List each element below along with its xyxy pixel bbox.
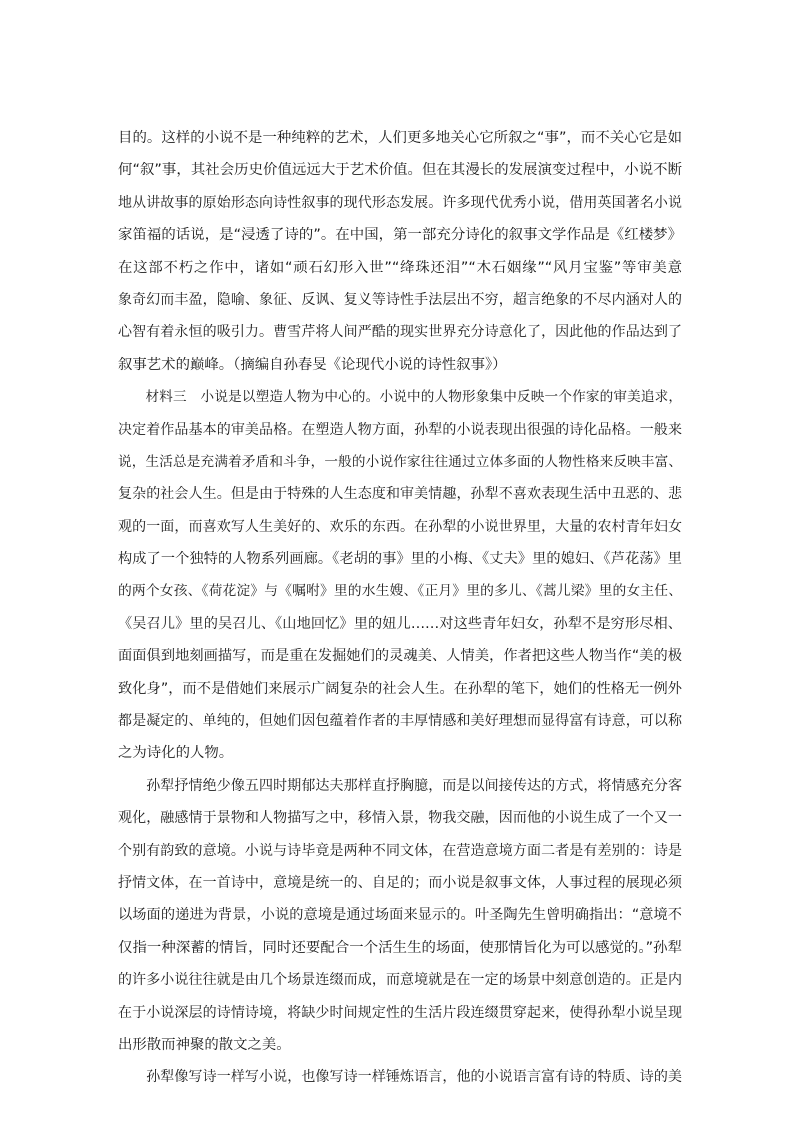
text-line: 叙事艺术的巅峰。（摘编自孙春旻《论现代小说的诗性叙事》） — [118, 356, 507, 373]
text-line: 致化身”，而不是借她们来展示广阔复杂的社会人生。在孙犁的笔下，她们的性格无一例外 — [118, 680, 682, 697]
text-line: 仅指一种深蓄的情旨，同时还要配合一个活生生的场面，使那情旨化为可以感觉的。”孙犁 — [118, 939, 682, 956]
text-line: 材料三 小说是以塑造人物为中心的。小说中的人物形象集中反映一个作家的审美追求， — [118, 389, 682, 406]
text-line: 构成了一个独特的人物系列画廊。《老胡的事》里的小梅、《丈夫》里的媳妇、《芦花荡》里 — [118, 551, 682, 568]
text-line: 在这部不朽之作中，诸如“顽石幻形入世”“绛珠还泪”“木石姻缘”“风月宝鉴”等审美意 — [118, 259, 682, 276]
text-line: 之为诗化的人物。 — [118, 745, 234, 762]
text-line: 面面俱到地刻画描写，而是重在发掘她们的灵魂美、人情美，作者把这些人物当作“美的极 — [118, 648, 682, 665]
text-line: 决定着作品基本的审美品格。在塑造人物方面，孙犁的小说表现出很强的诗化品格。一般来 — [118, 421, 682, 438]
text-line: 抒情文体，在一首诗中，意境是统一的、自足的；而小说是叙事文体，人事过程的展现必须 — [118, 874, 682, 891]
text-line: 的许多小说往往就是由几个场景连缀而成，而意境就是在一定的场景中刻意创造的。正是内 — [118, 972, 682, 989]
text-line: 目的。这样的小说不是一种纯粹的艺术，人们更多地关心它所叙之“事”，而不关心它是如 — [118, 130, 682, 146]
text-line: 出形散而神聚的散文之美。 — [118, 1036, 291, 1053]
text-line: 观的一面，而喜欢写人生美好的、欢乐的东西。在孙犁的小说世界里，大量的农村青年妇女 — [118, 518, 682, 535]
text-line: 孙犁抒情绝少像五四时期郁达夫那样直抒胸臆，而是以间接传达的方式，将情感充分客 — [118, 777, 682, 794]
document-page — [118, 122, 682, 1094]
text-line: 都是凝定的、单纯的，但她们因包蕴着作者的丰厚情感和美好理想而显得富有诗意，可以称 — [118, 713, 682, 730]
text-line: 观化，融感情于景物和人物描写之中，移情入景，物我交融，因而他的小说生成了一个又一 — [118, 810, 682, 827]
text-line: 的两个女孩、《荷花淀》与《嘱咐》里的水生嫂、《正月》里的多儿、《蒿儿梁》里的女主任、 — [118, 583, 682, 600]
text-line: 《吴召儿》里的吴召儿、《山地回忆》里的妞儿……对这些青年妇女，孙犁不是穷形尽相、 — [118, 615, 682, 632]
text-line: 心智有着永恒的吸引力。曹雪芹将人间严酷的现实世界充分诗意化了，因此他的作品达到了 — [118, 324, 682, 341]
text-line: 家笛福的话说，是“浸透了诗的”。在中国，第一部充分诗化的叙事文学作品是《红楼梦》 — [118, 227, 682, 244]
text-line: 象奇幻而丰盈，隐喻、象征、反讽、复义等诗性手法层出不穷，超言绝象的不尽内涵对人的 — [118, 291, 682, 308]
text-line: 地从讲故事的原始形态向诗性叙事的现代形态发展。许多现代优秀小说，借用英国著名小说 — [118, 194, 682, 211]
text-line: 个别有韵致的意境。小说与诗毕竟是两种不同文体，在营造意境方面二者是有差别的：诗是 — [118, 842, 682, 859]
text-line: 孙犁像写诗一样写小说，也像写诗一样锤炼语言，他的小说语言富有诗的特质、诗的美 — [118, 1069, 682, 1086]
text-line: 说，生活总是充满着矛盾和斗争，一般的小说作家往往通过立体多面的人物性格来反映丰富、 — [118, 453, 682, 470]
text-line: 何“叙”事，其社会历史价值远远大于艺术价值。但在其漫长的发展演变过程中，小说不断 — [118, 162, 682, 179]
text-line: 在于小说深层的诗情诗境，将缺少时间规定性的生活片段连缀贯穿起来，使得孙犁小说呈现 — [118, 1004, 682, 1021]
text-line: 以场面的递进为背景，小说的意境是通过场面来显示的。叶圣陶先生曾明确指出：“意境不 — [118, 907, 682, 924]
text-line: 复杂的社会人生。但是由于特殊的人生态度和审美情趣，孙犁不喜欢表现生活中丑恶的、悲 — [118, 486, 682, 503]
